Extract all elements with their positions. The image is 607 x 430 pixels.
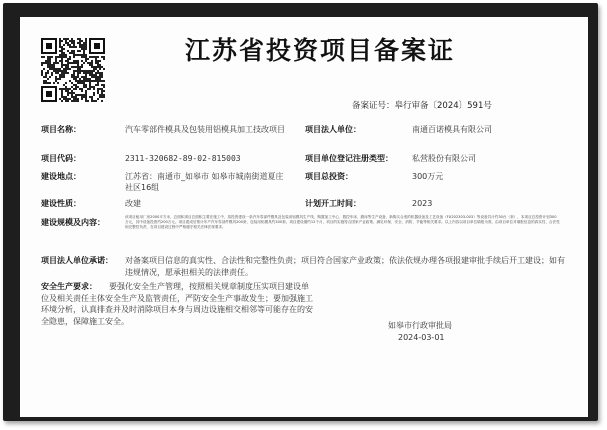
certificate-frame [3, 3, 598, 421]
safety-value: 要强化安全生产管理，按照相关规章制度压实项目建设单位及相关责任主体安全生产及监管责任，严防安全生产事故发生；要加强施工环境分析，认真排查并及时消除项目本身与周边设施相交相邻等可能存在的安全隐患，保障施工安全。 [41, 282, 313, 326]
project-code-value: 2311-320682-89-02-815003 [125, 154, 241, 163]
location-label: 建设地点： [41, 172, 81, 181]
legal-unit-label: 项目法人单位： [305, 125, 361, 134]
issue-date: 2024-03-01 [398, 333, 445, 342]
total-investment-label: 项目总投资： [305, 172, 353, 181]
registration-type-value: 私营股份有限公司 [412, 154, 476, 163]
nature-value: 改建 [125, 199, 141, 208]
commitment-label: 项目法人单位承诺： [41, 256, 113, 265]
project-code-label: 项目代码： [41, 154, 81, 163]
location-value: 江苏省：南通市_如皋市 如皋市城南街道夏庄社区16组 [125, 172, 284, 192]
scale-value: 该项目租用厂房2000平方米，总面积项目总面积主要在施工中，拟投资建设一条汽车零部件模具及包装用铝模具生产线，购置加工中心、数控车床、磨床等生产设备，新购买合适的机器设备及工艺设备（FX202303-003）等设备共计约30台（套），本项目总投资计划300万元，其中设备投资约200万元。项目建成后预计年产汽车零部件模具200套，包装用铝模具约300套。项目建设期约12个月，项目的实施符合国家产业政策，满足环保、安全、消防、节能等相关要求。以上内容以项目单位填报为准，由项目单位对填报信息的真实性、合法性和完整性负责，在项目建设过程中严格遵守相关法律法规要求。 [125, 215, 560, 229]
nature-label: 建设性质： [41, 199, 81, 208]
safety-label: 安全生产要求： [41, 282, 97, 291]
certificate-paper [20, 17, 588, 417]
project-name-label: 项目名称： [41, 125, 81, 134]
total-investment-value: 300万元 [412, 172, 444, 181]
planned-start-value: 2023 [412, 199, 433, 208]
qr-code [41, 38, 105, 102]
scale-label: 建设规模及内容： [41, 218, 105, 227]
registration-type-label: 项目单位登记注册类型： [305, 154, 393, 163]
case-number: 备案证号：皋行审备〔2024〕591号 [352, 101, 492, 111]
planned-start-label: 计划开工时间： [305, 199, 361, 208]
commitment-value: 对备案项目信息的真实性、合法性和完整性负责；项目符合国家产业政策；依法依规办理各项报建审批手续后开工建设；如有违规情况，愿承担相关的法律责任。 [125, 256, 565, 277]
project-name-value: 汽车零部件模具及包装用铝模具加工技改项目 [125, 125, 285, 134]
issuer-name: 如皋市行政审批局 [388, 321, 452, 330]
document-title: 江苏省投资项目备案证 [184, 36, 455, 65]
legal-unit-value: 南通百诺模具有限公司 [412, 125, 492, 134]
